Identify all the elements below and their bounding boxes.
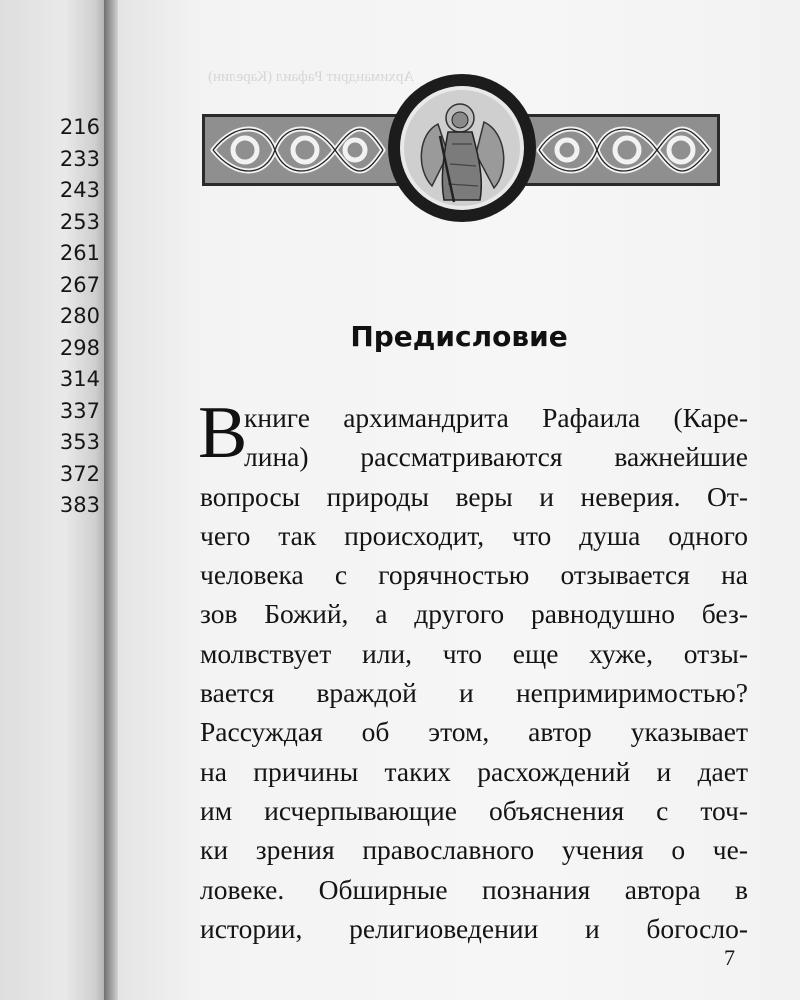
toc-page-number: 233: [59, 146, 100, 171]
text-line: чего так происходит, что душа одного: [200, 519, 748, 551]
toc-page-number: 383: [59, 493, 100, 517]
page-number: 7: [724, 945, 735, 970]
text-line: ки зрения православного учения о че-: [200, 834, 748, 866]
text-line: Рассуждая об этом, автор указывает: [200, 716, 748, 748]
ornamental-header: [202, 74, 720, 224]
text-line: книге архимандрита Рафаила (Каре-: [244, 402, 748, 433]
toc-page-numbers: [60, 112, 100, 522]
text-line: зов Божий, а другого равнодушно без-: [200, 598, 748, 630]
toc-page-number: 216: [59, 115, 100, 139]
text-line: человека с горячностью отзывается на: [200, 559, 748, 591]
toc-page-number: 337: [59, 398, 100, 423]
running-header: Архимандрит Рафаил (Карелин): [208, 69, 415, 85]
text-line: ловеке. Обширные познания автора в: [200, 873, 748, 905]
drop-cap: В: [198, 392, 248, 474]
book-page: [118, 0, 800, 1000]
chapter-heading: Предисловие: [350, 320, 568, 353]
text-line: им исчерпывающие объяснения с точ-: [200, 794, 748, 826]
toc-page-number: 298: [59, 335, 100, 360]
toc-page-number: 267: [59, 272, 100, 297]
text-line: на причины таких расхождений и дает: [200, 755, 748, 787]
text-line: вается враждой и непримиримостью?: [200, 677, 748, 709]
toc-page-number: 243: [59, 178, 100, 202]
text-line: истории, религиоведении и богосло-: [200, 912, 748, 944]
previous-page: [0, 0, 108, 1000]
toc-page-number: 280: [59, 304, 100, 328]
text-line: молвствует или, что еще хуже, отзы-: [200, 637, 748, 669]
body-text: [198, 392, 748, 948]
toc-page-number: 314: [59, 367, 100, 391]
text-line: лина) рассматриваются важнейшие: [244, 441, 748, 473]
toc-page-number: 372: [59, 461, 100, 486]
toc-page-number: 253: [59, 209, 100, 234]
toc-page-number: 353: [59, 430, 100, 454]
toc-page-number: 261: [59, 241, 100, 265]
angel-medallion-icon: [388, 74, 536, 222]
text-line: вопросы природы веры и неверия. От-: [200, 480, 748, 512]
